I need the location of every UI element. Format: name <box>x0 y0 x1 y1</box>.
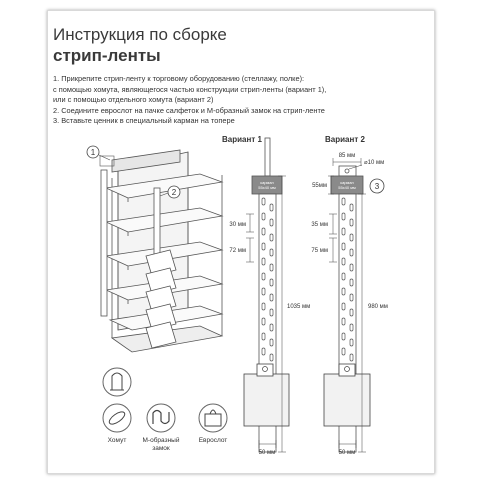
dimension-v2-length: 980 мм <box>368 304 388 310</box>
euroslot-icon <box>199 404 227 432</box>
price-tag-size: 55х40 мм <box>258 185 276 190</box>
dimension-v2-gap2: 75 мм <box>311 248 328 254</box>
legend-lock-label-1: М-образный <box>142 437 180 444</box>
step-line: 3. Вставьте ценник в специальный карман на топере <box>53 116 235 126</box>
callout-2-label: 2 <box>171 188 177 197</box>
variant-1-label: Вариант 1 <box>222 135 262 144</box>
legend-clamp-label: Хомут <box>107 437 127 444</box>
legend-euroslot-label: Еврослот <box>198 437 228 444</box>
dimension-v2-hole: ⌀10 мм <box>364 160 385 166</box>
dimension-v1-gap1: 30 мм <box>229 222 246 228</box>
variant-2-label: Вариант 2 <box>325 135 365 144</box>
m-lock-icon <box>147 404 175 432</box>
step-line: 2. Соедините еврослот на пачке салфеток и М-образный замок на стрип-ленте <box>53 105 325 115</box>
dimension-v1-length: 1035 мм <box>287 304 311 310</box>
legend <box>103 368 227 452</box>
step-line: с помощью хомута, являющегося частью конструкции стрип-ленты (вариант 1), <box>53 84 327 94</box>
dimension-v2-width: 50 мм <box>338 450 356 456</box>
dimension-v2-gap1: 35 мм <box>311 222 328 228</box>
shelving-unit-illustration <box>101 150 222 352</box>
price-tag-size-2: 55х40 мм <box>338 185 356 190</box>
callout-3 <box>370 179 384 193</box>
hanging-napkin-packs <box>146 250 176 348</box>
title-line-1: Инструкция по сборке <box>53 25 227 44</box>
callout-3-label: 3 <box>374 182 380 191</box>
price-tag-text: карман <box>260 180 274 185</box>
callout-1 <box>87 146 114 166</box>
dimension-v1-width: 50 мм <box>258 450 276 456</box>
clamp-ring-icon <box>103 404 131 432</box>
clamp-icon <box>103 368 131 396</box>
dimension-v2-top-width: 85 мм <box>338 153 356 159</box>
dimension-v2-clip: 55мм <box>312 183 327 189</box>
price-tag-text-2: карман <box>340 180 354 185</box>
legend-lock-label-2: замок <box>152 445 170 452</box>
callout-1-label: 1 <box>90 148 96 157</box>
napkin-pack-variant-2 <box>324 364 370 426</box>
step-line: 1. Прикрепите стрип-ленту к торговому оборудованию (стеллажу, полке): <box>53 74 305 83</box>
dimension-v1-gap2: 72 мм <box>229 248 246 254</box>
title-line-2: стрип-ленты <box>53 46 161 65</box>
step-line: или с помощью отдельного хомута (вариант 2) <box>53 95 214 105</box>
